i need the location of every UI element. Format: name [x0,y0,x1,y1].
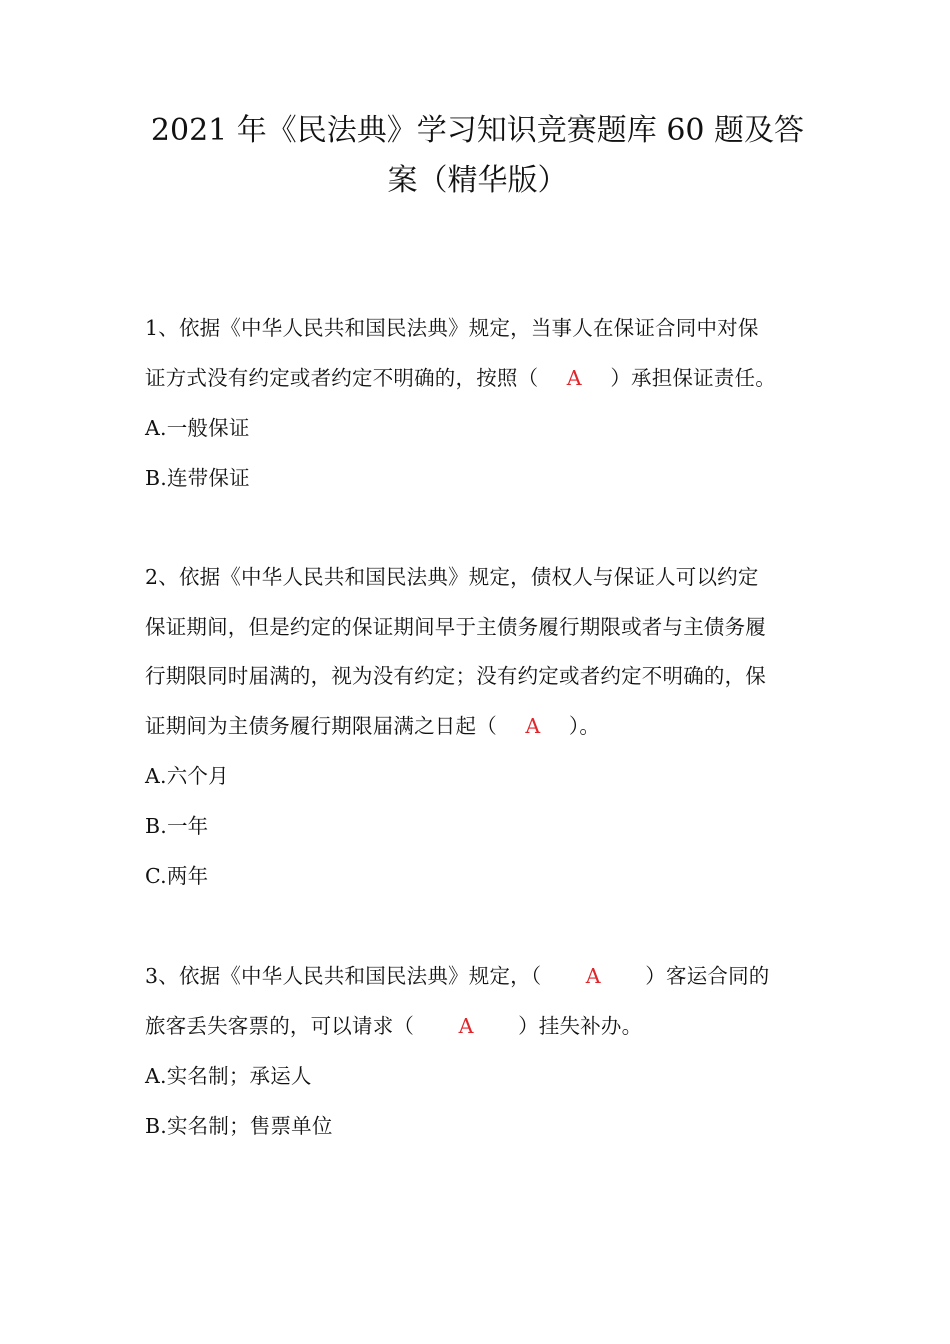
question-2-line-1: 2、依据《中华人民共和国民法典》规定，债权人与保证人可以约定 [145,565,759,589]
question-1-option-a: A.一般保证 [145,416,250,440]
question-1-option-b: B.连带保证 [145,466,250,490]
question-text: 旅客丢失客票的，可以请求（ [145,1014,415,1038]
question-2-line-4 [145,711,810,741]
question-3-line-1 [145,961,810,991]
answer-mark: A [525,714,541,738]
question-3-option-a: A.实名制；承运人 [145,1064,312,1088]
question-1-line-2 [145,363,810,393]
question-2-option-b: B.一年 [145,814,209,838]
question-3-option-b: B.实名制；售票单位 [145,1114,333,1138]
question-3-line-2 [145,1011,810,1041]
question-text: ）。 [568,714,601,738]
answer-mark: A [585,964,601,988]
answer-mark: A [458,1014,474,1038]
question-2-line-2: 保证期间，但是约定的保证期间早于主债务履行期限或者与主债务履 [145,615,766,639]
document-title [145,106,810,206]
answer-mark: A [566,366,582,390]
question-text: 证期间为主债务履行期限届满之日起（ [145,714,497,738]
question-2-option-a: A.六个月 [145,764,229,788]
question-2-option-c: C.两年 [145,864,209,888]
question-text: ）挂失补办。 [518,1014,643,1038]
question-text: 3、依据《中华人民共和国民法典》规定，（ [145,964,542,988]
question-text: ）客运合同的 [645,964,770,988]
question-2-line-3: 行期限同时届满的，视为没有约定；没有约定或者约定不明确的，保 [145,664,766,688]
title-line-2: 案（精华版） [387,163,568,198]
question-text: ）承担保证责任。 [610,366,776,390]
question-text: 证方式没有约定或者约定不明确的，按照（ [145,366,539,390]
title-line-1: 2021 年《民法典》学习知识竞赛题库 60 题及答 [150,113,805,148]
question-1-line-1: 1、依据《中华人民共和国民法典》规定，当事人在保证合同中对保 [145,316,759,340]
